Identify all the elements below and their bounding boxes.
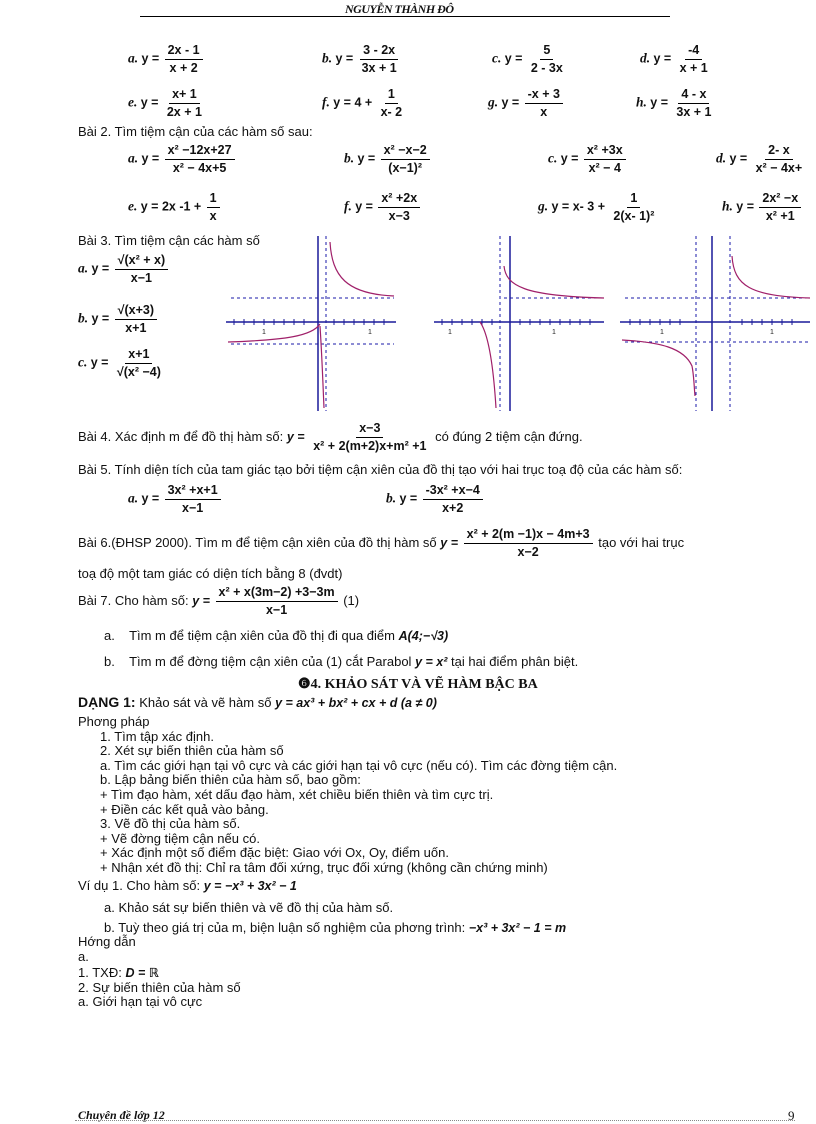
method-line: + Nhận xét đồ thị: Chỉ ra tâm đối xứng, trục đối xứng (không cần chứng minh) <box>100 859 548 875</box>
method-line: 2. Xét sự biến thiên của hàm số <box>100 743 284 759</box>
graph-3 <box>620 236 810 411</box>
bai2-fn-h: h. y = $\frac{\text{2x² −x}}{\text{x² +1}}$ <box>722 190 803 225</box>
ex1-fn-g: g. y = $\frac{-x + 3}{x}$ <box>488 86 565 121</box>
bai2-fn-e: e. y = 2x -1 + $\frac{1}{x}$ <box>128 190 222 225</box>
bai5-fn-a: a. y = $\frac{\text{3x² +x+1}}{x-1}$ <box>128 482 223 517</box>
solution-block <box>78 935 241 1010</box>
bai6-line2: toạ độ một tam giác có diện tích bằng 8 (đvdt) <box>78 566 343 581</box>
graph-1-curve-left-lower <box>320 326 324 408</box>
bai5-title: Bài 5. Tính diện tích của tam giác tạo bởi tiệm cận xiên của đồ thị tạo với hai trục toạ độ của các hàm số: <box>78 462 683 477</box>
graph-1 <box>226 236 396 411</box>
section-heading <box>298 676 538 693</box>
ex1-fn-h: h. y = $\frac{4 - x}{3x + 1}$ <box>636 87 712 119</box>
bai2-fn-b: b. y = $\frac{\text{x² −x−2}}{\text{(x−1)²}}$ <box>344 142 432 177</box>
method-line: b. Lập bảng biến thiên của hàm số, bao gồm: <box>100 772 361 788</box>
ex1-fn-e: e. y = $\frac{x+ 1}{2x + 1}$ <box>128 87 202 119</box>
graph-3-curve-left <box>622 340 695 396</box>
vidu1-b: b. Tuỳ theo giá trị của m, biện luận số nghiệm của phơng trình: −x³ + 3x² − 1 = m <box>104 920 567 935</box>
method-line: a. Tìm các giới hạn tại vô cực và các giới hạn tại vô cực (nếu có). Tìm các đờng tiệm cận. <box>100 757 618 773</box>
bai7-item-b: b. Tìm m để đờng tiệm cận xiên của (1) cắt Parabol y = x² tại hai điểm phân biệt. <box>104 654 579 669</box>
graph-2-tick-label: 1 <box>448 329 452 336</box>
page-header: NGUYỄN THÀNH ĐÔ <box>345 2 454 16</box>
solution-s2: 2. Sự biến thiên của hàm số <box>78 979 241 995</box>
graph-1-curve-left <box>228 324 320 342</box>
section-title: 4. KHẢO SÁT VÀ VẼ HÀM BẬC BA <box>310 677 538 692</box>
graph-1-tick-label: 1 <box>368 329 372 336</box>
ex1-fn-c: c. y = $\frac{5}{2 - 3x}$ <box>492 43 563 75</box>
bai2-title: Bài 2. Tìm tiệm cận của các hàm số sau: <box>78 124 313 139</box>
bai3-fn-b: b. y = $\frac{√(x+3)}{x+1}$ <box>78 302 159 337</box>
method-block <box>78 715 617 876</box>
footer-left: Chuyên đề lớp 12 <box>78 1108 165 1122</box>
bai2-fn-a: a. y = $\frac{\text{x² −12x+27}}{\text{x² − 4x+5}}$ <box>128 142 237 177</box>
bai4: Bài 4. Xác định m để đồ thị hàm số: y = $\frac{x-3}{\text{x² + 2(m+2)x+m² +1}}$ có đúng 2 tiệm cận đứng. <box>78 421 583 453</box>
method-line: 3. Vẽ đồ thị của hàm số. <box>100 816 241 832</box>
graph-3-curve-right <box>732 256 810 298</box>
method-title: Phơng pháp <box>78 714 150 729</box>
graph-2-tick-label: 1 <box>552 329 556 336</box>
vidu1-a: a. Khảo sát sự biến thiên và vẽ đồ thị của hàm số. <box>104 900 394 915</box>
graph-3-tick-label: 1 <box>770 329 774 336</box>
method-line: + Xác định một số điểm đặc biệt: Giao với Ox, Oy, điểm uốn. <box>100 845 449 861</box>
graph-2-curve-right <box>504 266 604 298</box>
dang1: DẠNG 1: Khảo sát và vẽ hàm số y = ax³ + bx² + cx + d (a ≠ 0) <box>78 694 437 710</box>
ex1-fn-f: f. y = 4 + $\frac{1}{x- 2}$ <box>322 87 403 119</box>
bai6: Bài 6.(ĐHSP 2000). Tìm m để tiệm cận xiên của đồ thị hàm số y = $\frac{\text{x² + 2(m −1)x − 4m+3}}{x-2}$ tạo với hai trục <box>78 527 685 559</box>
bai7: Bài 7. Cho hàm số: y = $\frac{\text{x² + x(3m−2) +3−3m}}{x-1}$ (1) <box>78 585 360 617</box>
ex1-fn-a: a. y = $\frac{2x - 1}{x + 2}$ <box>128 42 205 77</box>
bai3-fn-a: a. y = $\frac{\text{√(x² + x)}}{x-1}$ <box>78 252 170 287</box>
graph-1-tick-label: 1 <box>262 329 266 336</box>
graph-3-tick-label: 1 <box>660 329 664 336</box>
bai7-item-a: a. Tìm m để tiệm cận xiên của đồ thị đi qua điểm A(4;−√3) <box>104 628 449 643</box>
method-line: + Điền các kết quả vào bảng. <box>100 801 269 817</box>
solution-a: a. <box>78 948 89 964</box>
footer-rule <box>75 1120 795 1121</box>
graph-2 <box>434 236 604 411</box>
vidu1: Ví dụ 1. Cho hàm số: y = −x³ + 3x² − 1 <box>78 878 297 893</box>
ex1-fn-d: d. y = $\frac{-4}{x + 1}$ <box>640 43 708 75</box>
ex1-fn-b: b. y = $\frac{3 - 2x}{3x + 1}$ <box>322 43 397 75</box>
section-icon: ❻ <box>298 677 311 692</box>
bai3-fn-c: c. y = $\frac{x+1}{\text{√(x² −4)}}$ <box>78 347 161 379</box>
graph-2-curve-left <box>480 322 496 408</box>
graph-1-curve-right-upper <box>330 242 394 296</box>
bai2-fn-d: d. y = $\frac{2- x}{\text{x² − 4x+}}$ <box>716 143 803 175</box>
solution-s2a: a. Giới hạn tại vô cực <box>78 994 203 1010</box>
method-line: + Tìm đạo hàm, xét dấu đạo hàm, xét chiều biến thiên và tìm cực trị. <box>100 786 494 802</box>
method-line: + Vẽ đờng tiệm cận nếu có. <box>100 830 260 846</box>
method-line: 1. Tìm tập xác định. <box>100 728 214 744</box>
solution-txd: 1. TXĐ: D = ℝ <box>78 965 159 981</box>
bai2-fn-g: g. y = x- 3 + $\frac{1}{\text{2(x- 1)²}}$ <box>538 191 655 223</box>
solution-title: Hớng dẫn <box>78 934 136 949</box>
bai2-fn-c: c. y = $\frac{\text{x² +3x}}{\text{x² − 4}}$ <box>548 142 628 177</box>
bai3-title: Bài 3. Tìm tiệm cận các hàm số <box>78 233 260 248</box>
bai2-fn-f: f. y = $\frac{\text{x² +2x}}{x-3}$ <box>344 190 422 225</box>
page-number: 9 <box>788 1108 795 1123</box>
bai5-fn-b: b. y = $\frac{\text{-3x² +x−4}}{x+2}$ <box>386 482 485 517</box>
